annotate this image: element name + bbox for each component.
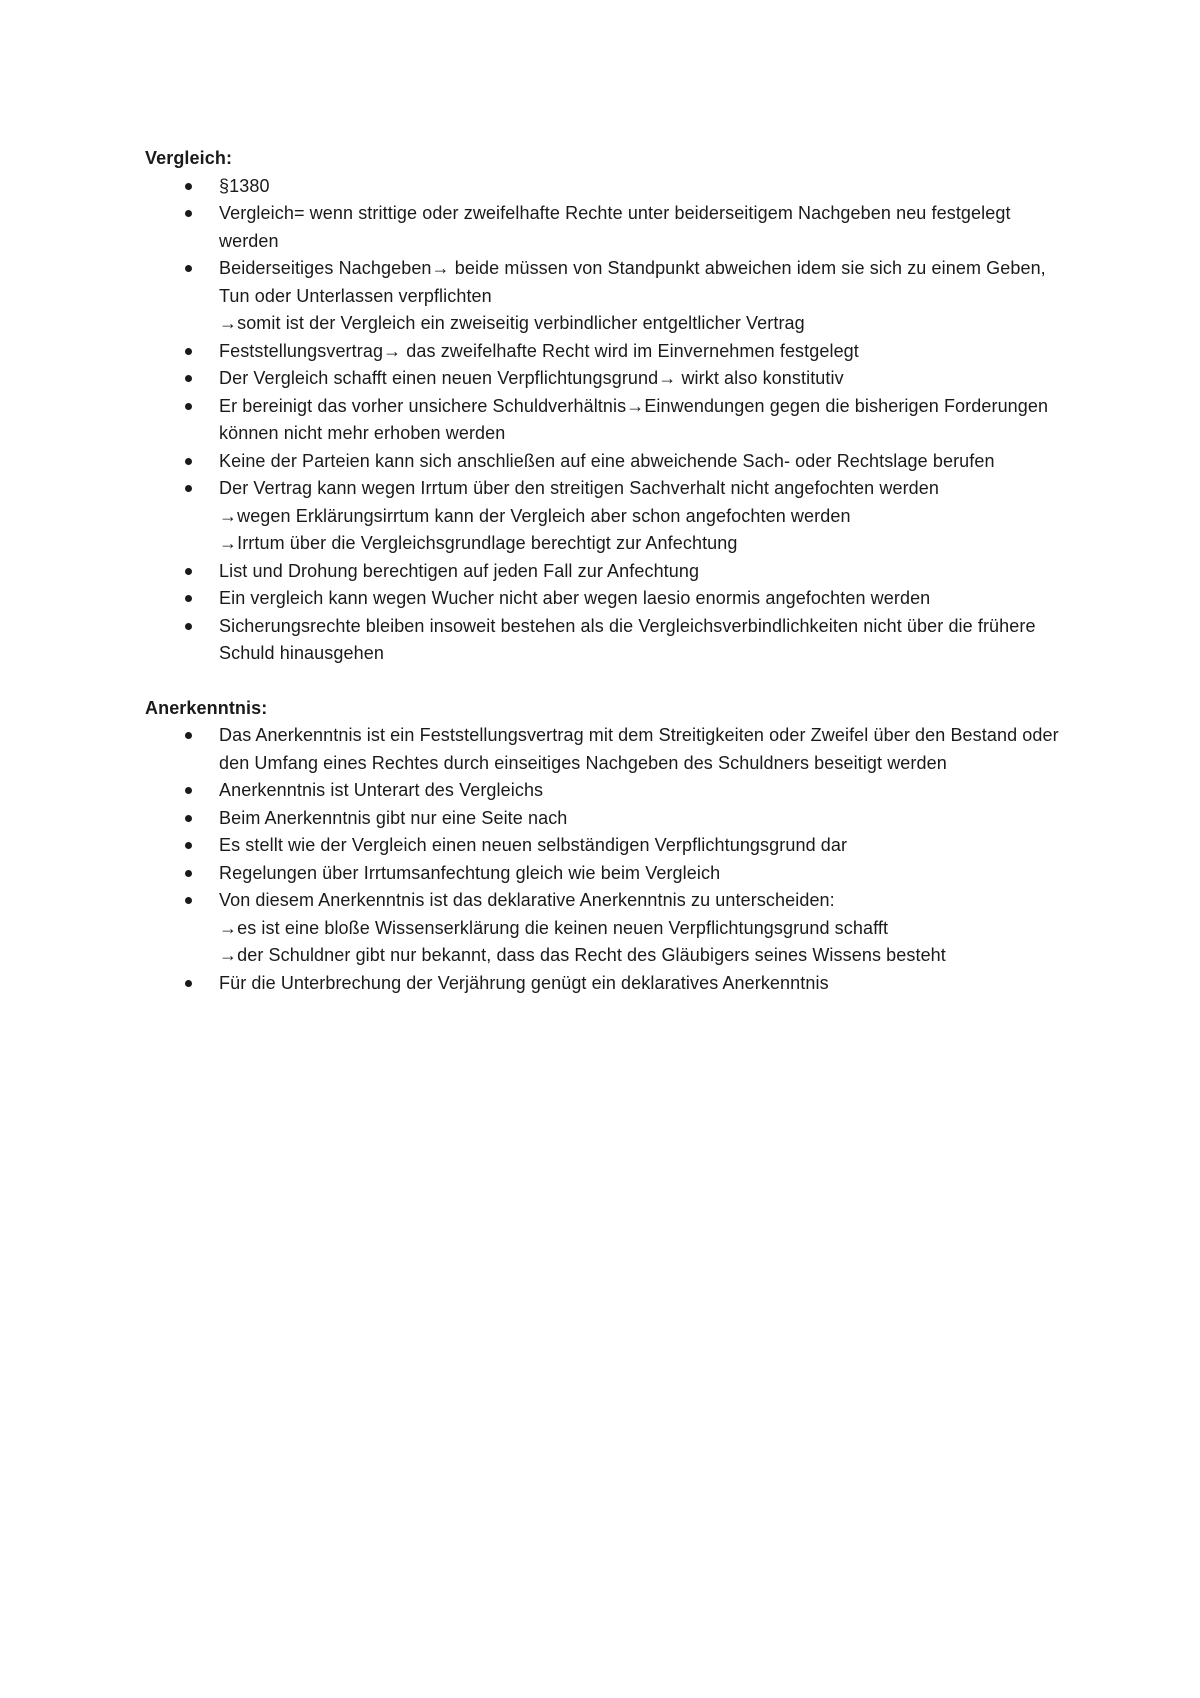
bullet-icon: [185, 485, 192, 492]
list-item: [145, 338, 1075, 366]
list-item-text: Er bereinigt das vorher unsichere Schuldverhältnis→Einwendungen gegen die bisherigen Forderungen können nicht mehr erhoben werden: [219, 395, 1054, 443]
bullet-icon: [185, 265, 192, 272]
section-0: [145, 145, 1075, 668]
list-item-text: Keine der Parteien kann sich anschließen auf eine abweichende Sach- oder Rechtslage berufen: [219, 450, 995, 471]
bullet-icon: [185, 870, 192, 877]
list-item-text: List und Drohung berechtigen auf jeden Fall zur Anfechtung: [219, 560, 700, 581]
list-item-text: →wegen Erklärungsirrtum kann der Vergleich aber schon angefochten werden: [219, 505, 851, 526]
list-item: [145, 805, 1075, 833]
list-item-text: Es stellt wie der Vergleich einen neuen selbständigen Verpflichtungsgrund dar: [219, 835, 848, 855]
list-item-text: →es ist eine bloße Wissenserklärung die keinen neuen Verpflichtungsgrund schafft: [219, 917, 889, 938]
bullet-icon: [185, 403, 192, 410]
bullet-icon: [185, 980, 192, 987]
list-item-text: Feststellungsvertrag→ das zweifelhafte Recht wird im Einvernehmen festgelegt: [219, 340, 859, 361]
list-item: [145, 887, 1075, 970]
list-item-text: Ein vergleich kann wegen Wucher nicht aber wegen laesio enormis angefochten werden: [219, 588, 931, 608]
bullet-icon: [185, 842, 192, 849]
list-item: [145, 613, 1075, 668]
list-item-text: →somit ist der Vergleich ein zweiseitig verbindlicher entgeltlicher Vertrag: [219, 313, 805, 333]
list-item: [145, 860, 1075, 888]
bullet-icon: [185, 348, 192, 355]
list-item: [145, 722, 1075, 777]
list-item: [145, 475, 1075, 558]
bullet-list: [145, 173, 1075, 668]
bullet-icon: [185, 815, 192, 822]
list-item: [145, 777, 1075, 805]
list-item-text: Von diesem Anerkenntnis ist das deklarative Anerkenntnis zu unterscheiden:: [219, 890, 835, 910]
list-item-text: §1380: [219, 175, 270, 196]
list-item-text: →Irrtum über die Vergleichsgrundlage berechtigt zur Anfechtung: [219, 533, 738, 553]
list-item: [145, 448, 1075, 476]
bullet-list: [145, 722, 1075, 997]
list-item-text: Das Anerkenntnis ist ein Feststellungsvertrag mit dem Streitigkeiten oder Zweifel über den Bestand oder den Umfang eines Rechtes durch einseitiges Nachgeben des Schuldners beseitigt werden: [219, 725, 1064, 773]
bullet-icon: [185, 897, 192, 904]
bullet-icon: [185, 732, 192, 739]
list-item: [145, 585, 1075, 613]
list-item: [145, 970, 1075, 998]
bullet-icon: [185, 458, 192, 465]
list-item: [145, 832, 1075, 860]
list-item: [145, 558, 1075, 586]
section-1: [145, 695, 1075, 998]
list-item-text: Der Vergleich schafft einen neuen Verpflichtungsgrund→ wirkt also konstitutiv: [219, 368, 844, 388]
bullet-icon: [185, 183, 192, 190]
list-item-text: Regelungen über Irrtumsanfechtung gleich wie beim Vergleich: [219, 862, 721, 883]
list-item-text: →der Schuldner gibt nur bekannt, dass das Recht des Gläubigers seines Wissens besteht: [219, 945, 946, 965]
section-heading: Vergleich:: [145, 148, 233, 168]
bullet-icon: [185, 595, 192, 602]
document-body: [145, 145, 1075, 997]
bullet-icon: [185, 787, 192, 794]
bullet-icon: [185, 210, 192, 217]
bullet-icon: [185, 568, 192, 575]
list-item-text: Anerkenntnis ist Unterart des Vergleichs: [219, 780, 544, 800]
list-item: [145, 255, 1075, 338]
list-item: [145, 173, 1075, 201]
list-item-text: Für die Unterbrechung der Verjährung genügt ein deklaratives Anerkenntnis: [219, 972, 829, 993]
list-item: [145, 200, 1075, 255]
list-item: [145, 365, 1075, 393]
list-item: [145, 393, 1075, 448]
bullet-icon: [185, 375, 192, 382]
bullet-icon: [185, 623, 192, 630]
list-item-text: Beim Anerkenntnis gibt nur eine Seite nach: [219, 807, 568, 828]
list-item-text: Der Vertrag kann wegen Irrtum über den streitigen Sachverhalt nicht angefochten werden: [219, 478, 940, 498]
section-heading: Anerkenntnis:: [145, 697, 268, 718]
list-item-text: Vergleich= wenn strittige oder zweifelhafte Rechte unter beiderseitigem Nachgeben neu festgelegt werden: [219, 203, 1016, 251]
list-item-text: Beiderseitiges Nachgeben→ beide müssen von Standpunkt abweichen idem sie sich zu einem Geben, Tun oder Unterlassen verpflichten: [219, 258, 1051, 306]
list-item-text: Sicherungsrechte bleiben insoweit bestehen als die Vergleichsverbindlichkeiten nicht über die frühere Schuld hinausgehen: [219, 615, 1041, 663]
